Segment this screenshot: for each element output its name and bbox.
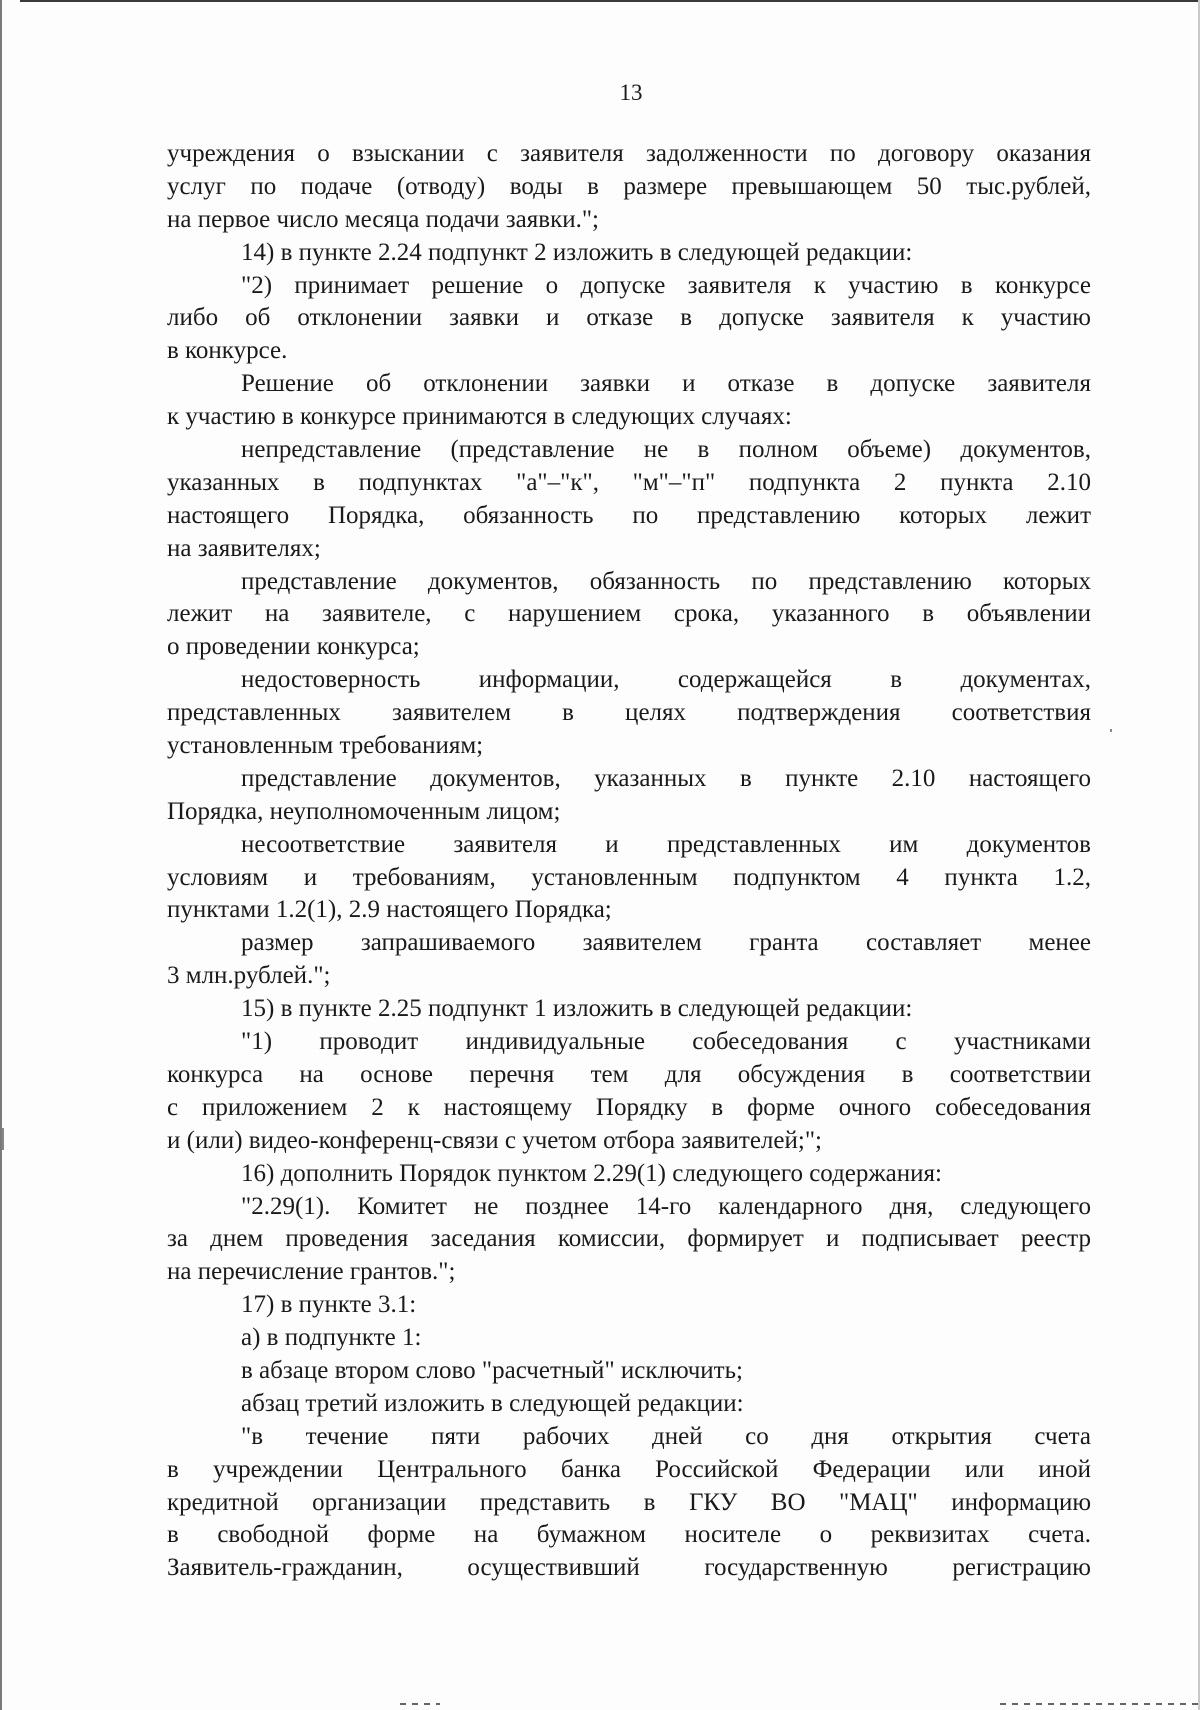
text-line: "в течение пяти рабочих дней со дня открытия счета bbox=[241, 1422, 1091, 1450]
text-line: учреждения о взыскании с заявителя задолженности по договору оказания bbox=[167, 140, 1091, 167]
text-line: непредставление (представление не в полном объеме) документов, bbox=[241, 436, 1091, 464]
text-line: услуг по подаче (отводу) воды в размере превышающем 50 тыс.рублей, bbox=[167, 172, 1091, 200]
text-line: Решение об отклонении заявки и отказе в допуске заявителя bbox=[241, 370, 1091, 398]
text-line: недостоверность информации, содержащейся в документах, bbox=[241, 666, 1091, 694]
text-line: в свободной форме на бумажном носителе о реквизитах счета. bbox=[167, 1521, 1091, 1549]
scan-speck bbox=[2, 1128, 4, 1150]
scan-edge-left bbox=[0, 0, 2, 1710]
text-line: и (или) видео-конференц-связи с учетом отбора заявителей;"; bbox=[167, 1126, 822, 1154]
text-line: установленным требованиям; bbox=[167, 732, 484, 760]
text-line: Заявитель-гражданин, осуществивший государственную регистрацию bbox=[167, 1554, 1091, 1582]
scan-bottom-dash bbox=[400, 1703, 440, 1705]
text-line: 3 млн.рублей."; bbox=[167, 962, 331, 990]
text-line: на перечисление грантов."; bbox=[167, 1258, 456, 1286]
text-line: несоответствие заявителя и представленных им документов bbox=[241, 830, 1091, 858]
text-line: настоящего Порядка, обязанность по представлению которых лежит bbox=[167, 501, 1091, 529]
text-line: абзац третий изложить в следующей редакции: bbox=[241, 1389, 744, 1417]
text-line: 17) в пункте 3.1: bbox=[241, 1291, 417, 1319]
scan-speck bbox=[1110, 729, 1112, 732]
text-line: кредитной организации представить в ГКУ ВО "МАЦ" информацию bbox=[167, 1488, 1091, 1516]
text-line: представление документов, обязанность по представлению которых bbox=[241, 567, 1091, 595]
text-line: в абзаце втором слово "расчетный" исключить; bbox=[241, 1356, 743, 1384]
text-line: "1) проводит индивидуальные собеседования с участниками bbox=[241, 1028, 1091, 1056]
text-line: за днем проведения заседания комиссии, формирует и подписывает реестр bbox=[167, 1225, 1091, 1253]
text-line: 16) дополнить Порядок пунктом 2.29(1) следующего содержания: bbox=[241, 1159, 942, 1187]
scan-edge-top bbox=[20, 0, 1200, 2]
text-line: на заявителях; bbox=[167, 534, 321, 562]
document-body bbox=[167, 138, 1091, 1585]
text-line: в учреждении Центрального банка Российской Федерации или иной bbox=[167, 1455, 1091, 1483]
text-line: условиям и требованиям, установленным подпунктом 4 пункта 1.2, bbox=[167, 863, 1091, 891]
text-line: в конкурсе. bbox=[167, 337, 288, 365]
text-line: с приложением 2 к настоящему Порядку в форме очного собеседования bbox=[167, 1093, 1091, 1121]
text-line: представление документов, указанных в пункте 2.10 настоящего bbox=[241, 764, 1091, 792]
text-line: размер запрашиваемого заявителем гранта составляет менее bbox=[241, 929, 1091, 957]
text-line: пунктами 1.2(1), 2.9 настоящего Порядка; bbox=[167, 896, 612, 924]
text-line: представленных заявителем в целях подтверждения соответствия bbox=[167, 699, 1091, 727]
text-line: конкурса на основе перечня тем для обсуждения в соответствии bbox=[167, 1060, 1091, 1088]
scan-bottom-dash bbox=[1000, 1703, 1200, 1705]
text-line: а) в подпункте 1: bbox=[241, 1324, 422, 1352]
text-line: 14) в пункте 2.24 подпункт 2 изложить в следующей редакции: bbox=[241, 238, 913, 266]
text-line: либо об отклонении заявки и отказе в допуске заявителя к участию bbox=[167, 304, 1091, 332]
text-line: лежит на заявителе, с нарушением срока, указанного в объявлении bbox=[167, 600, 1091, 628]
text-line: 15) в пункте 2.25 подпункт 1 изложить в следующей редакции: bbox=[241, 995, 913, 1023]
text-line: к участию в конкурсе принимаются в следующих случаях: bbox=[167, 403, 792, 431]
text-line: "2.29(1). Комитет не позднее 14-го календарного дня, следующего bbox=[241, 1192, 1091, 1220]
text-line: о проведении конкурса; bbox=[167, 633, 420, 661]
text-line: на первое число месяца подачи заявки."; bbox=[167, 205, 599, 233]
text-line: указанных в подпунктах "а"–"к", "м"–"п" подпункта 2 пункта 2.10 bbox=[167, 468, 1091, 496]
text-line: Порядка, неуполномоченным лицом; bbox=[167, 797, 561, 825]
text-line: "2) принимает решение о допуске заявителя к участию в конкурсе bbox=[241, 271, 1091, 299]
page-number: 13 bbox=[619, 80, 643, 105]
